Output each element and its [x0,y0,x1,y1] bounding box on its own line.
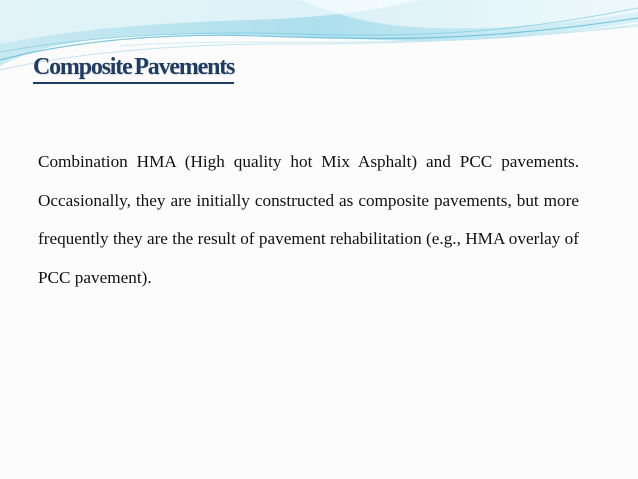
slide-title: Composite Pavements [33,52,234,84]
slide-body-text: Combination HMA (High quality hot Mix Asphalt) and PCC pavements. Occasionally, they are initially constructed as composite pavements, but more frequently they are the result of pavement rehabilitation (e.g., HMA overlay of PCC pavement). [38,152,579,287]
